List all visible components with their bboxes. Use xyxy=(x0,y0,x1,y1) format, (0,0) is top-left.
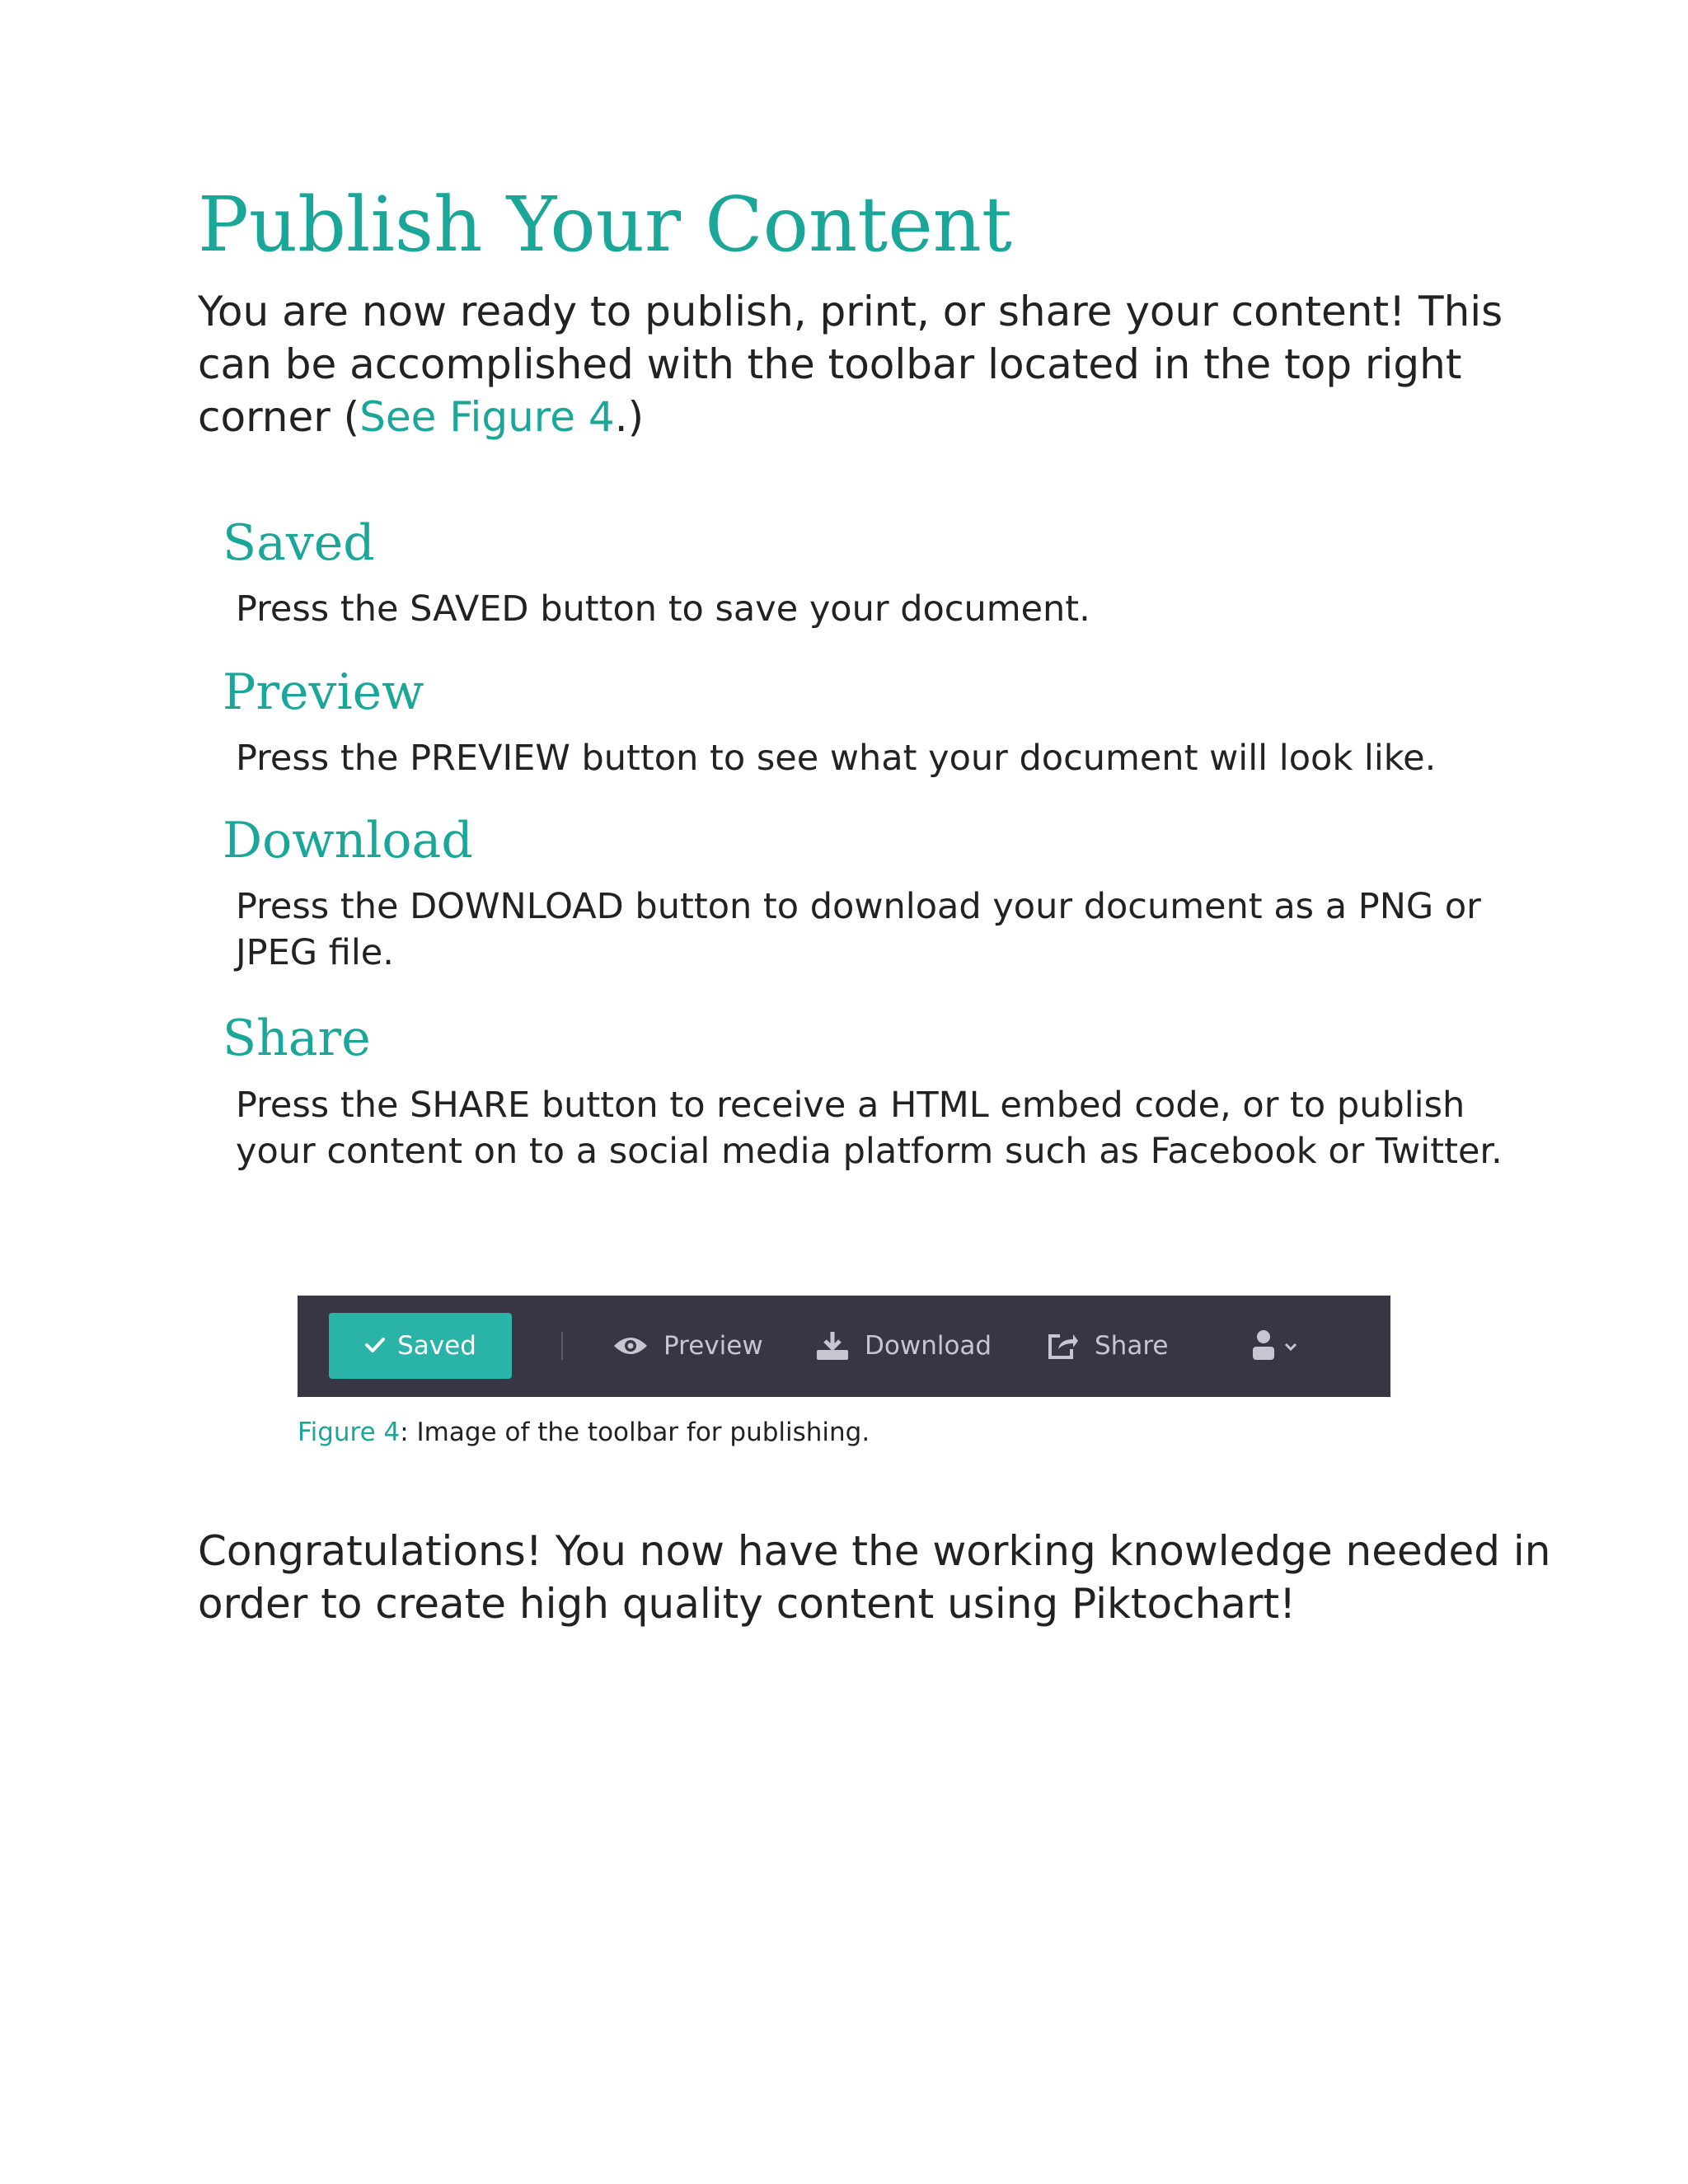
figure-caption-text: : Image of the toolbar for publishing. xyxy=(400,1418,870,1447)
toolbar-divider xyxy=(561,1332,563,1360)
section-heading-download: Download xyxy=(223,812,473,869)
intro-text: You are now ready to publish, print, or share your content! This can be accomplished with the toolbar located in the top right corner ( xyxy=(198,288,1503,441)
saved-button-label: Saved xyxy=(397,1331,476,1361)
download-button-label: Download xyxy=(865,1331,992,1361)
download-button[interactable] xyxy=(815,1313,992,1379)
user-icon xyxy=(1252,1329,1275,1365)
section-heading-saved: Saved xyxy=(223,514,375,572)
page-title: Publish Your Content xyxy=(198,180,1012,269)
section-body-saved: Press the SAVED button to save your document. xyxy=(236,588,1090,630)
download-icon xyxy=(815,1330,850,1361)
figure-label: Figure 4 xyxy=(298,1418,401,1447)
share-button[interactable] xyxy=(1047,1313,1168,1379)
publish-toolbar-image xyxy=(298,1296,1390,1397)
check-icon xyxy=(364,1331,386,1361)
eye-icon xyxy=(612,1334,649,1357)
section-heading-preview: Preview xyxy=(223,663,424,721)
figure-reference-link[interactable]: See Figure 4 xyxy=(359,393,615,441)
section-body-preview: Press the PREVIEW button to see what your document will look like. xyxy=(236,738,1437,779)
chevron-down-icon xyxy=(1283,1339,1298,1355)
user-menu[interactable] xyxy=(1252,1329,1298,1365)
section-body-download: Press the DOWNLOAD button to download your document as a PNG or JPEG file. xyxy=(236,886,1481,973)
preview-button[interactable] xyxy=(612,1313,763,1379)
figure-caption xyxy=(298,1414,870,1451)
intro-paragraph xyxy=(198,285,1517,443)
section-heading-share: Share xyxy=(223,1010,371,1067)
section-body-share: Press the SHARE button to receive a HTML embed code, or to publish your content on to a social media platform such as Facebook or Twitter. xyxy=(236,1085,1503,1172)
share-icon xyxy=(1047,1331,1080,1361)
preview-button-label: Preview xyxy=(663,1331,763,1361)
saved-button[interactable] xyxy=(329,1313,512,1379)
share-button-label: Share xyxy=(1095,1331,1169,1361)
closing-paragraph: Congratulations! You now have the working knowledge needed in order to create high quality content using Piktochart! xyxy=(198,1527,1551,1628)
intro-text-end: .) xyxy=(614,393,645,441)
